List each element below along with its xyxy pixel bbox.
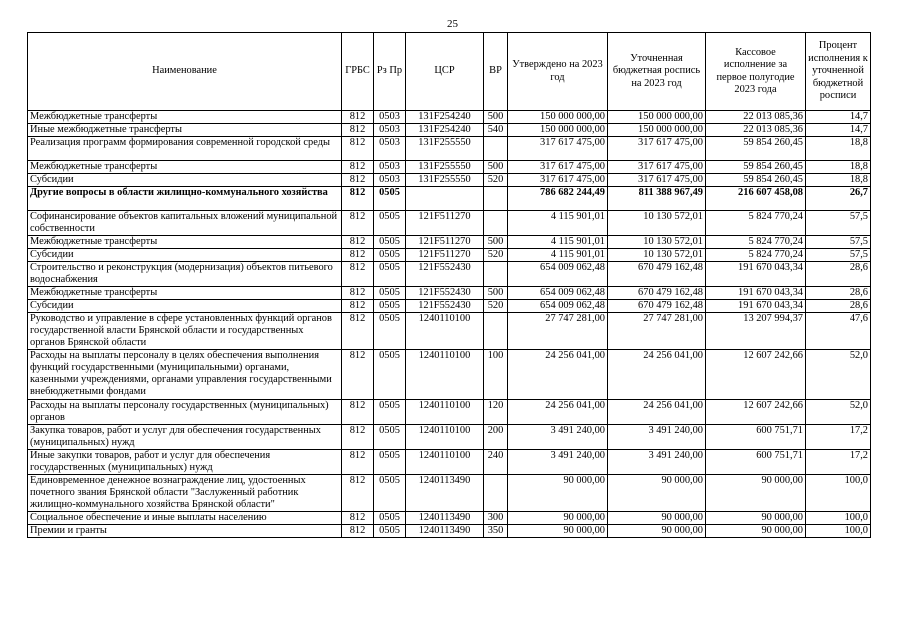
cell-rzpr: 0503 [374,137,406,161]
cell-vr: 520 [484,249,508,262]
cell-refined: 24 256 041,00 [608,400,706,425]
cell-name: Субсидии [28,300,342,313]
cell-vr: 520 [484,174,508,187]
cell-refined: 3 491 240,00 [608,425,706,450]
cell-grbs: 812 [342,111,374,124]
table-row [28,512,871,525]
cell-percent: 52,0 [806,400,871,425]
cell-csr: 131F255550 [406,137,484,161]
cell-cash: 22 013 085,36 [706,124,806,137]
cell-cash: 59 854 260,45 [706,174,806,187]
cell-percent: 28,6 [806,287,871,300]
cell-approved: 654 009 062,48 [508,300,608,313]
cell-approved: 4 115 901,01 [508,249,608,262]
cell-rzpr: 0505 [374,287,406,300]
cell-grbs: 812 [342,187,374,211]
cell-approved: 90 000,00 [508,525,608,538]
cell-grbs: 812 [342,450,374,475]
cell-name: Расходы на выплаты персоналу в целях обеспечения выполнения функций государственными (муниципальными) органами, казенными учреждениями, органами управления государственными внебюджетными фондами [28,350,342,400]
cell-percent: 57,5 [806,249,871,262]
cell-cash: 12 607 242,66 [706,350,806,400]
cell-name: Реализация программ формирования современной городской среды [28,137,342,161]
cell-refined: 317 617 475,00 [608,174,706,187]
cell-name: Субсидии [28,249,342,262]
table-header-row [28,33,871,111]
cell-rzpr: 0505 [374,262,406,287]
table-row [28,174,871,187]
cell-vr: 300 [484,512,508,525]
cell-grbs: 812 [342,161,374,174]
table-row [28,450,871,475]
cell-cash: 191 670 043,34 [706,300,806,313]
cell-csr: 1240110100 [406,400,484,425]
cell-csr: 131F254240 [406,111,484,124]
table-row [28,425,871,450]
header-percent: Процент исполнения к уточненной бюджетной росписи [806,33,871,111]
cell-refined: 3 491 240,00 [608,450,706,475]
cell-grbs: 812 [342,249,374,262]
cell-refined: 150 000 000,00 [608,111,706,124]
cell-name: Иные закупки товаров, работ и услуг для обеспечения государственных (муниципальных) нужд [28,450,342,475]
cell-cash: 90 000,00 [706,525,806,538]
cell-percent: 26,7 [806,187,871,211]
header-name: Наименование [28,33,342,111]
cell-csr [406,187,484,211]
cell-csr: 1240110100 [406,313,484,350]
cell-csr: 1240110100 [406,350,484,400]
cell-grbs: 812 [342,425,374,450]
cell-csr: 131F255550 [406,161,484,174]
cell-csr: 131F254240 [406,124,484,137]
cell-refined: 670 479 162,48 [608,300,706,313]
header-approved: Утверждено на 2023 год [508,33,608,111]
cell-grbs: 812 [342,287,374,300]
cell-cash: 5 824 770,24 [706,236,806,249]
cell-refined: 10 130 572,01 [608,249,706,262]
cell-csr: 121F552430 [406,287,484,300]
cell-approved: 90 000,00 [508,475,608,512]
cell-vr: 520 [484,300,508,313]
table-row [28,287,871,300]
budget-execution-table [27,32,871,538]
table-row [28,161,871,174]
cell-grbs: 812 [342,124,374,137]
cell-csr: 1240113490 [406,475,484,512]
cell-csr: 1240110100 [406,450,484,475]
cell-percent: 28,6 [806,300,871,313]
cell-percent: 17,2 [806,450,871,475]
cell-cash: 12 607 242,66 [706,400,806,425]
cell-rzpr: 0505 [374,313,406,350]
header-grbs: ГРБС [342,33,374,111]
cell-approved: 786 682 244,49 [508,187,608,211]
cell-cash: 5 824 770,24 [706,211,806,236]
cell-csr: 121F552430 [406,300,484,313]
cell-vr [484,313,508,350]
cell-cash: 216 607 458,08 [706,187,806,211]
cell-percent: 52,0 [806,350,871,400]
cell-grbs: 812 [342,400,374,425]
cell-vr: 500 [484,236,508,249]
cell-vr [484,137,508,161]
cell-refined: 90 000,00 [608,475,706,512]
page-number: 25 [447,18,458,30]
cell-grbs: 812 [342,512,374,525]
cell-vr: 500 [484,161,508,174]
cell-name: Единовременное денежное вознаграждение лиц, удостоенных почетного звания Брянской области "Заслуженный работник жилищно-коммунального хозяйства Брянской области" [28,475,342,512]
cell-name: Софинансирование объектов капитальных вложений муниципальной собственности [28,211,342,236]
cell-percent: 57,5 [806,236,871,249]
cell-cash: 600 751,71 [706,450,806,475]
cell-percent: 28,6 [806,262,871,287]
cell-refined: 24 256 041,00 [608,350,706,400]
cell-vr: 540 [484,124,508,137]
cell-refined: 10 130 572,01 [608,236,706,249]
table-row [28,137,871,161]
cell-name: Премии и гранты [28,525,342,538]
cell-name: Межбюджетные трансферты [28,161,342,174]
cell-approved: 3 491 240,00 [508,425,608,450]
cell-name: Расходы на выплаты персоналу государственных (муниципальных) органов [28,400,342,425]
table-row [28,236,871,249]
table-row [28,187,871,211]
cell-rzpr: 0503 [374,111,406,124]
table-row [28,262,871,287]
cell-percent: 100,0 [806,525,871,538]
cell-csr: 121F511270 [406,236,484,249]
cell-cash: 5 824 770,24 [706,249,806,262]
cell-percent: 100,0 [806,475,871,512]
cell-percent: 14,7 [806,111,871,124]
table-row [28,249,871,262]
table-row [28,300,871,313]
cell-vr [484,211,508,236]
cell-name: Строительство и реконструкция (модернизация) объектов питьевого водоснабжения [28,262,342,287]
cell-percent: 100,0 [806,512,871,525]
header-csr: ЦСР [406,33,484,111]
cell-refined: 150 000 000,00 [608,124,706,137]
cell-name: Руководство и управление в сфере установленных функций органов государственной власти Брянской области и государственных органов Брянской области [28,313,342,350]
cell-approved: 3 491 240,00 [508,450,608,475]
cell-rzpr: 0503 [374,124,406,137]
cell-rzpr: 0505 [374,187,406,211]
cell-approved: 90 000,00 [508,512,608,525]
cell-rzpr: 0503 [374,161,406,174]
cell-name: Межбюджетные трансферты [28,287,342,300]
cell-refined: 90 000,00 [608,512,706,525]
cell-name: Межбюджетные трансферты [28,111,342,124]
table-row [28,211,871,236]
cell-grbs: 812 [342,262,374,287]
cell-approved: 4 115 901,01 [508,211,608,236]
cell-grbs: 812 [342,350,374,400]
cell-refined: 670 479 162,48 [608,287,706,300]
cell-csr: 121F511270 [406,211,484,236]
cell-refined: 811 388 967,49 [608,187,706,211]
cell-approved: 654 009 062,48 [508,262,608,287]
cell-refined: 317 617 475,00 [608,161,706,174]
cell-name: Межбюджетные трансферты [28,236,342,249]
cell-cash: 13 207 994,37 [706,313,806,350]
table-row [28,350,871,400]
cell-cash: 191 670 043,34 [706,262,806,287]
cell-rzpr: 0505 [374,400,406,425]
cell-rzpr: 0505 [374,236,406,249]
table-row [28,525,871,538]
cell-csr: 1240113490 [406,525,484,538]
cell-percent: 18,8 [806,137,871,161]
cell-percent: 18,8 [806,174,871,187]
cell-rzpr: 0505 [374,211,406,236]
cell-grbs: 812 [342,300,374,313]
cell-rzpr: 0503 [374,174,406,187]
cell-approved: 24 256 041,00 [508,350,608,400]
cell-approved: 4 115 901,01 [508,236,608,249]
cell-name: Субсидии [28,174,342,187]
cell-grbs: 812 [342,137,374,161]
cell-percent: 47,6 [806,313,871,350]
cell-approved: 317 617 475,00 [508,137,608,161]
header-refined: Уточненная бюджетная роспись на 2023 год [608,33,706,111]
cell-vr [484,187,508,211]
cell-rzpr: 0505 [374,475,406,512]
cell-cash: 600 751,71 [706,425,806,450]
cell-rzpr: 0505 [374,300,406,313]
cell-grbs: 812 [342,174,374,187]
cell-refined: 670 479 162,48 [608,262,706,287]
cell-grbs: 812 [342,525,374,538]
cell-grbs: 812 [342,475,374,512]
cell-csr: 131F255550 [406,174,484,187]
cell-percent: 17,2 [806,425,871,450]
cell-vr: 350 [484,525,508,538]
cell-name: Закупка товаров, работ и услуг для обеспечения государственных (муниципальных) нужд [28,425,342,450]
cell-approved: 150 000 000,00 [508,124,608,137]
cell-rzpr: 0505 [374,450,406,475]
header-cash: Кассовое исполнение за первое полугодие 2023 года [706,33,806,111]
cell-cash: 90 000,00 [706,512,806,525]
cell-vr: 100 [484,350,508,400]
table-row [28,111,871,124]
cell-vr: 500 [484,111,508,124]
cell-name: Иные межбюджетные трансферты [28,124,342,137]
table-row [28,313,871,350]
cell-cash: 59 854 260,45 [706,137,806,161]
cell-csr: 121F552430 [406,262,484,287]
cell-refined: 10 130 572,01 [608,211,706,236]
cell-grbs: 812 [342,236,374,249]
cell-vr: 240 [484,450,508,475]
cell-cash: 90 000,00 [706,475,806,512]
cell-grbs: 812 [342,211,374,236]
cell-name: Другие вопросы в области жилищно-коммунального хозяйства [28,187,342,211]
cell-percent: 14,7 [806,124,871,137]
cell-csr: 1240113490 [406,512,484,525]
cell-approved: 150 000 000,00 [508,111,608,124]
cell-refined: 317 617 475,00 [608,137,706,161]
cell-rzpr: 0505 [374,525,406,538]
cell-name: Социальное обеспечение и иные выплаты населению [28,512,342,525]
cell-vr: 500 [484,287,508,300]
cell-vr [484,262,508,287]
header-rzpr: Рз Пр [374,33,406,111]
cell-vr [484,475,508,512]
cell-approved: 654 009 062,48 [508,287,608,300]
cell-refined: 27 747 281,00 [608,313,706,350]
cell-approved: 317 617 475,00 [508,174,608,187]
table-body [28,111,871,538]
cell-cash: 22 013 085,36 [706,111,806,124]
cell-percent: 57,5 [806,211,871,236]
cell-rzpr: 0505 [374,512,406,525]
table-row [28,400,871,425]
table-row [28,475,871,512]
cell-cash: 191 670 043,34 [706,287,806,300]
cell-vr: 120 [484,400,508,425]
cell-rzpr: 0505 [374,350,406,400]
header-vr: ВР [484,33,508,111]
cell-rzpr: 0505 [374,249,406,262]
cell-rzpr: 0505 [374,425,406,450]
cell-csr: 1240110100 [406,425,484,450]
cell-vr: 200 [484,425,508,450]
cell-approved: 317 617 475,00 [508,161,608,174]
cell-refined: 90 000,00 [608,525,706,538]
cell-approved: 27 747 281,00 [508,313,608,350]
cell-cash: 59 854 260,45 [706,161,806,174]
cell-csr: 121F511270 [406,249,484,262]
cell-percent: 18,8 [806,161,871,174]
cell-approved: 24 256 041,00 [508,400,608,425]
table-row [28,124,871,137]
cell-grbs: 812 [342,313,374,350]
